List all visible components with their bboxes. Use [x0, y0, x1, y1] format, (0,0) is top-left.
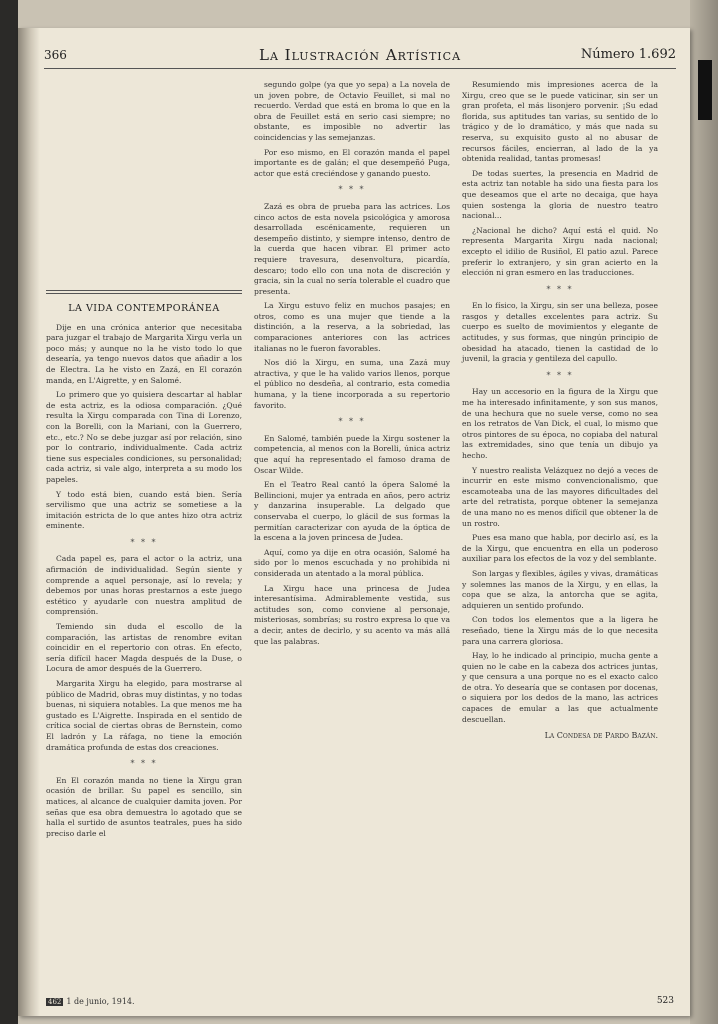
paragraph: segundo golpe (ya que yo sepa) a La novela de un joven pobre, de Octavio Feuillet, si mal no recuerdo. Verdad que está en broma lo que en la obra de Feuillet está en serio casi siempre; no obstante, es imposible no advertir las coincidencias y las semejanzas.: [254, 80, 450, 142]
column-2: [254, 80, 450, 651]
paragraph: La Xirgu estuvo feliz en muchos pasajes; en otros, como es una mujer que tiende a la distinción, a la reserva, a la sobriedad, las comparaciones anteriores con las actrices italianas no le fueron favorables.: [254, 301, 450, 353]
paragraph: En el Teatro Real cantó la ópera Salomé la Bellincioni, mujer ya entrada en años, pero actriz y danzarina insuperable. La delgado que conservaba el cuerpo, lo glácil de sus formas la permitían caracterizar con ayuda de la óptica de la escena a la joven princesa de Judea.: [254, 480, 450, 543]
issue-number: Número 1.692: [580, 47, 676, 62]
paragraph: Y todo está bien, cuando está bien. Sería servilismo que una actriz se sometiese a la imitación estricta de lo que antes hizo otra actriz eminente.: [46, 489, 242, 531]
footer-badge: 462: [48, 998, 62, 1006]
paragraph: Temiendo sin duda el escollo de la comparación, las artistas de renombre evitan coincidir en el repertorio con otras. En efecto, sería difícil hacer Magda después de la Duse, o Locura de amor después de la Guerrero.: [46, 622, 242, 674]
section-stars: * * *: [130, 537, 158, 547]
header-page-number: 366: [44, 48, 67, 62]
paragraph: Dije en una crónica anterior que necesitaba para juzgar el trabajo de Margarita Xirgu verla un poco más; y aunque no la he visto todo lo que desearía, ya tengo nuevos datos que añadir a los de Electra. La he visto en Zazá, en El corazón manda, en L'Aigrette, y en Salomé.: [46, 322, 242, 385]
column-1-blank-top: [46, 80, 242, 280]
magazine-page: [18, 28, 690, 1016]
footer-date: [46, 997, 135, 1006]
binding-edge: [0, 0, 18, 1024]
running-header: [44, 46, 676, 69]
section-stars: * * *: [546, 284, 574, 294]
author-signature: La Condesa de Pardo Bazán.: [544, 731, 658, 741]
paragraph: En Salomé, también puede la Xirgu sostener la competencia, al menos con la Borelli, única actriz que aquí ha representado el famoso drama de Oscar Wilde.: [254, 433, 450, 475]
paragraph: Zazá es obra de prueba para las actrices. Los cinco actos de esta novela psicológica y amorosa desarrollada escénicamente, requieren un desempeño distinto, y siempre intenso, dentro de la cuerda que hacen vibrar. El primer acto requiere travesura, desenvoltura, picardía, descaro; todo ello con una nota de discreción y gracia, sin la cual no sería tolerable el cuadro que presenta.: [254, 201, 450, 296]
paragraph: Resumiendo mis impresiones acerca de la Xirgu, creo que se le puede vaticinar, sin ser un gran profeta, el más lisonjero porvenir. ¡Su edad florida, sus aptitudes tan varias, su sentido de lo trágico y de lo dramático, y más que nada su reserva, su exquisito gusto al no abusar de recursos fáciles, encierran, al lado de la ya obtenida realidad, tantas promesas!: [462, 80, 658, 164]
paragraph: Con todos los elementos que a la ligera he reseñado, tiene la Xirgu más de lo que necesita para una carrera gloriosa.: [462, 615, 658, 646]
section-stars: * * *: [546, 370, 574, 380]
paragraph: Cada papel es, para el actor o la actriz, una afirmación de individualidad. Según siente y comprende a aquel personaje, así lo revela; y debemos por unas horas prestarnos a este juego estético y ayudarle con nuestra amplitud de comprensión.: [46, 554, 242, 617]
paragraph: ¿Nacional he dicho? Aquí está el quid. No representa Margarita Xirgu nada nacional; excepto el idilio de Rusiñol, El patio azul. Parece preferir lo extranjero, y sin gran acierto en la elección ni gran esmero en las traducciones.: [462, 225, 658, 278]
footer-date-text: 1 de junio, 1914.: [66, 997, 135, 1006]
paragraph: Son largas y flexibles, ágiles y vivas, dramáticas y solemnes las manos de la Xirgu, y en ellas, la copa que se alza, la antorcha que se agita, adquieren un sentido profundo.: [462, 568, 658, 610]
paragraph: Y nuestro realista Velázquez no dejó a veces de incurrir en este mismo convencionalismo, que escamoteaba una de las mayores dificultades del arte del retratista, porque obtener la semejanza de una mano no es menos difícil que obtener la de un rostro.: [462, 465, 658, 528]
column-3: [462, 80, 658, 742]
paragraph: Pues esa mano que habla, por decirlo así, es la de la Xirgu, que encuentra en ella un poderoso auxiliar para los efectos de la voz y del semblante.: [462, 533, 658, 564]
paragraph: La Xirgu hace una princesa de Judea interesantísima. Admirablemente vestida, sus actitudes son, como conviene al personaje, misteriosas, sombrías; su rostro expresa lo que va a decir, antes de decirlo, y su acento va más allá que las palabras.: [254, 583, 450, 646]
section-stars: * * *: [338, 185, 366, 195]
next-page-edge: [690, 0, 718, 1024]
section-rule: [46, 290, 242, 294]
paragraph: En lo físico, la Xirgu, sin ser una belleza, posee rasgos y detalles excelentes para actriz. Su cuerpo es suelto de movimientos y elegante de actitudes, y sus formas, que ningún principio de obesidad ha atacado, tienen la castidad de lo juvenil, la gracia y gentileza del capullo.: [462, 301, 658, 364]
paragraph: De todas suertes, la presencia en Madrid de esta actriz tan notable ha sido una fiesta para los que deseamos que el arte no decaiga, que haya quien sostenga la gloria de nuestro teatro nacional...: [462, 168, 658, 221]
paragraph: Lo primero que yo quisiera descartar al hablar de esta actriz, es la odiosa comparación. ¿Qué resulta la Xirgu comparada con Tina di Lorenzo, con la Borelli, con la Mariani, con la Guerrero, etc., etc.? No se debe juzgar así por relación, sino por lo contrario, individualmente. Cada actriz tiene sus especiales condiciones, su personalidad; cada actriz, si vale algo, interpreta a su modo los papeles.: [46, 390, 242, 484]
section-title: LA VIDA CONTEMPORÁNEA: [68, 303, 220, 314]
column-1: [46, 80, 242, 843]
section-stars: * * *: [338, 417, 366, 427]
paragraph: Nos dió la Xirgu, en suma, una Zazá muy atractiva, y que le ha valido varios llenos, porque el público no desdeña, al contrario, esta comedia humana, y la tiene incorporada a su repertorio favorito.: [254, 358, 450, 410]
paragraph: En El corazón manda no tiene la Xirgu gran ocasión de brillar. Su papel es sencillo, sin matices, al alcance de cualquier damita joven. Por señas que esa obra demuestra lo agotado que se halla el surtido de asuntos teatrales, pues ha sido preciso darle el: [46, 775, 242, 838]
paragraph: Hay un accesorio en la figura de la Xirgu que me ha interesado infinitamente, y son sus manos, de una hechura que no suele verse, como no sea en los retratos de Van Dick, el cual, lo mismo que otros pintores de su época, no copiaba del natural las extremidades, sino que tenía un dibujo ya hecho.: [462, 387, 658, 460]
paragraph: Aquí, como ya dije en otra ocasión, Salomé ha sido por lo menos escuchada y no prohibida ni considerada un atentado a la moral pública.: [254, 547, 450, 578]
paragraph: Por eso mismo, en El corazón manda el papel importante es de galán; el que desempeñó Puga, actor que está creciéndose y ganando puesto.: [254, 147, 450, 178]
section-stars: * * *: [130, 759, 158, 769]
page-gutter: [18, 28, 40, 1016]
paragraph: Hay, lo he indicado al principio, mucha gente a quien no le cabe en la cabeza dos actrices juntas, y que censura a una porque no es el exacto calco de otra. Yo desearía que se contasen por docenas, o siquiera por los dedos de la mano, las actrices capaces de emular a las que actualmente descuellan.: [462, 651, 658, 724]
magazine-title: La Ilustración Artística: [258, 46, 462, 64]
folio-number: 523: [656, 996, 674, 1006]
paragraph: Margarita Xirgu ha elegido, para mostrarse al público de Madrid, obras muy distintas, y no todas buenas, ni siquiera notables. La que menos me ha gustado es L'Aigrette. Inspirada en el sentido de crítica social de ciertas obras de Bernstein, como El ladrón y La ráfaga, no tiene la emoción dramática profunda de estas dos creaciones.: [46, 679, 242, 752]
color-calibration-bar: [698, 60, 712, 120]
